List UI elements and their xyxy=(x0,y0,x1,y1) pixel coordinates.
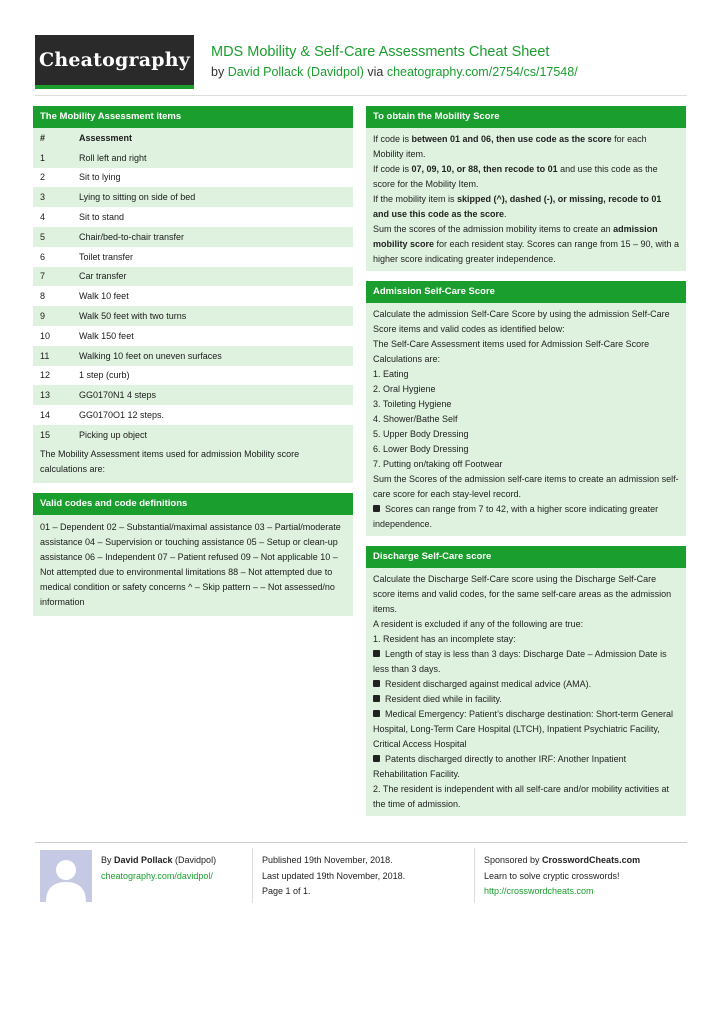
list-item: 4. Shower/Bathe Self xyxy=(373,414,458,424)
row-number: 13 xyxy=(33,385,72,405)
paragraph: The Self-Care Assessment items used for Admission Self-Care Score Calculations are: xyxy=(373,339,650,364)
mobility-items-section xyxy=(33,106,353,483)
list-item: 1. Eating xyxy=(373,369,409,379)
text: If the mobility item is xyxy=(373,194,458,204)
row-number: 15 xyxy=(33,425,72,445)
row-number: 6 xyxy=(33,247,72,267)
row-number: 11 xyxy=(33,346,72,366)
table-row xyxy=(33,346,353,366)
table-row xyxy=(33,326,353,346)
list-item: 7. Putting on/taking off Footwear xyxy=(373,459,503,469)
list-item: 01 – Dependent xyxy=(40,521,105,532)
list-item: 1. Resident has an incomplete stay: xyxy=(373,634,516,644)
bullet-square-icon xyxy=(373,755,380,762)
bullet-item xyxy=(373,677,679,692)
cheatography-logo[interactable]: Cheatography xyxy=(35,35,194,85)
updated-date: Last updated 19th November, 2018. xyxy=(262,870,406,881)
valid-codes-section xyxy=(33,493,353,617)
admission-selfcare-section xyxy=(366,281,686,536)
text: Sum the scores of the admission mobility items to create an xyxy=(373,224,614,234)
section-body xyxy=(366,568,686,816)
footer-author xyxy=(101,853,216,884)
text: If code is xyxy=(373,134,412,144)
table-row xyxy=(33,366,353,386)
row-number: 3 xyxy=(33,187,72,207)
bold-text: skipped (^), dashed (-), or missing, recode to 01 and use this code as the score xyxy=(373,194,662,219)
bullet-item xyxy=(373,647,679,677)
row-assessment: Walk 150 feet xyxy=(72,326,353,346)
bullet-item xyxy=(373,707,679,752)
paragraph: Sum the Scores of the admission self-care items to create an admission self-care score for each stay-level record. xyxy=(373,474,679,499)
bold-text: between 01 and 06, then use code as the score xyxy=(411,134,612,144)
section-body xyxy=(366,128,686,271)
via-text: via xyxy=(367,65,384,79)
row-assessment: Walk 50 feet with two turns xyxy=(72,306,353,326)
section-title: The Mobility Assessment items xyxy=(33,106,353,128)
author-handle: (Davidpol) xyxy=(172,855,217,865)
discharge-selfcare-section xyxy=(366,546,686,816)
right-column xyxy=(366,106,686,826)
bold-text: admission mobility score xyxy=(373,224,658,249)
bullet-square-icon xyxy=(373,505,380,512)
row-assessment: Roll left and right xyxy=(72,148,353,168)
footer-separator xyxy=(252,848,253,903)
table-row xyxy=(33,267,353,287)
published-date: Published 19th November, 2018. xyxy=(262,855,393,865)
bullet-item xyxy=(373,502,679,532)
sponsor-name: CrosswordCheats.com xyxy=(542,855,641,865)
row-number: 7 xyxy=(33,267,72,287)
table-header-row xyxy=(33,128,353,148)
list-item: 09 – Not applicable xyxy=(240,551,318,562)
section-body xyxy=(366,303,686,536)
paragraph: Calculate the Discharge Self-Care score using the Discharge Self-Care score items and valid codes, for the same self-care areas as the admission items. xyxy=(373,574,672,614)
row-assessment: Sit to stand xyxy=(72,207,353,227)
paragraph xyxy=(373,162,679,192)
row-number: 2 xyxy=(33,168,72,188)
table-row xyxy=(33,168,353,188)
list-item: 04 – Supervision or touching assistance xyxy=(85,536,245,547)
avatar-placeholder-icon xyxy=(40,850,92,902)
row-assessment: Car transfer xyxy=(72,267,353,287)
paragraph xyxy=(373,132,679,162)
sponsor-link[interactable]: http://crosswordcheats.com xyxy=(484,886,594,896)
paragraph: A resident is excluded if any of the following are true: xyxy=(373,619,584,629)
list-item: 2. The resident is independent with all self-care and/or mobility activities at the time of admission. xyxy=(373,784,669,809)
author-link[interactable]: David Pollack (Davidpol) xyxy=(227,65,364,79)
text: Scores can range from 7 to 42, with a higher score indicating greater independence. xyxy=(373,504,659,529)
table-row xyxy=(33,306,353,326)
section-title: To obtain the Mobility Score xyxy=(366,106,686,128)
footer-sponsor xyxy=(484,853,640,900)
list-item: 03 – Partial/moderate assistance xyxy=(40,521,341,547)
mobility-score-section xyxy=(366,106,686,271)
row-assessment: Walk 10 feet xyxy=(72,286,353,306)
list-item: 05 – Setup or clean-up assistance xyxy=(40,536,338,562)
text: for each resident stay. Scores can range from 15 – 90, with a higher score indicating greater independence. xyxy=(373,239,679,264)
text: Sponsored by xyxy=(484,855,543,865)
row-assessment: Lying to sitting on side of bed xyxy=(72,187,353,207)
footer-divider xyxy=(35,842,687,843)
row-number: 4 xyxy=(33,207,72,227)
table-row xyxy=(33,425,353,445)
list-item: 88 – Not attempted due to medical condition or safety concerns xyxy=(40,567,333,593)
text: Resident discharged against medical advice (AMA). xyxy=(385,679,592,689)
bullet-square-icon xyxy=(373,710,380,717)
table-row xyxy=(33,286,353,306)
row-number: 12 xyxy=(33,366,72,386)
left-column xyxy=(33,106,353,626)
row-assessment: Picking up object xyxy=(72,425,353,445)
byline xyxy=(211,65,578,79)
list-item: 6. Lower Body Dressing xyxy=(373,444,469,454)
footer-dates xyxy=(262,853,405,900)
list-item: 02 – Substantial/maximal assistance xyxy=(106,521,253,532)
table-row xyxy=(33,207,353,227)
author-avatar[interactable] xyxy=(40,850,92,902)
table-row xyxy=(33,227,353,247)
author-name: David Pollack xyxy=(114,855,173,865)
paragraph xyxy=(373,192,679,222)
text: If code is xyxy=(373,164,412,174)
text: Patents discharged directly to another IRF: Another Inpatient Rehabilitation Facility. xyxy=(373,754,627,779)
bullet-item xyxy=(373,752,679,782)
section-title: Admission Self-Care Score xyxy=(366,281,686,303)
row-number: 10 xyxy=(33,326,72,346)
text: for each Mobility item. xyxy=(373,134,647,159)
text: Resident died while in facility. xyxy=(385,694,502,704)
list-item: – – Not assessed/no information xyxy=(40,582,335,608)
row-assessment: Toilet transfer xyxy=(72,247,353,267)
list-item: 2. Oral Hygiene xyxy=(373,384,436,394)
list-item: 5. Upper Body Dressing xyxy=(373,429,469,439)
list-item: 06 – Independent xyxy=(85,551,156,562)
row-assessment: 1 step (curb) xyxy=(72,366,353,386)
row-number: 14 xyxy=(33,405,72,425)
text: By xyxy=(101,855,115,865)
col-header-assessment: Assessment xyxy=(72,128,353,148)
paragraph: Calculate the admission Self-Care Score by using the admission Self-Care Score items and valid codes as identified below: xyxy=(373,309,670,334)
list-item: 3. Toileting Hygiene xyxy=(373,399,452,409)
text: Length of stay is less than 3 days: Discharge Date – Admission Date is less than 3 days. xyxy=(373,649,667,674)
bullet-square-icon xyxy=(373,650,380,657)
section-title: Discharge Self-Care score xyxy=(366,546,686,568)
col-header-number: # xyxy=(33,128,72,148)
row-assessment: GG0170N1 4 steps xyxy=(72,385,353,405)
paragraph xyxy=(373,222,679,267)
list-item: 07 – Patient refused xyxy=(157,551,239,562)
sheet-url-link[interactable]: cheatography.com/2754/cs/17548/ xyxy=(386,65,578,79)
row-assessment: Sit to lying xyxy=(72,168,353,188)
table-row xyxy=(33,148,353,168)
header-divider xyxy=(35,95,687,96)
bullet-square-icon xyxy=(373,680,380,687)
sponsor-tagline: Learn to solve cryptic crosswords! xyxy=(484,870,620,881)
by-prefix: by xyxy=(211,65,225,79)
row-number: 1 xyxy=(33,148,72,168)
page-title: MDS Mobility & Self-Care Assessments Cheat Sheet xyxy=(211,44,550,60)
text: Medical Emergency: Patient’s discharge destination: Short-term General Hospital, Long-Term Care Hospital (LTCH), Inpatient Psychiatric Facility, Critical Access Hospital xyxy=(373,709,673,749)
sponsor-line xyxy=(484,853,640,869)
table-footnote: The Mobility Assessment items used for admission Mobility score calculations are: xyxy=(33,445,353,483)
row-number: 8 xyxy=(33,286,72,306)
table-row xyxy=(33,385,353,405)
section-title: Valid codes and code definitions xyxy=(33,493,353,515)
list-item: ^ – Skip pattern xyxy=(188,582,251,593)
bold-text: 07, 09, 10, or 88, then recode to 01 xyxy=(411,164,558,174)
list-item: 10 – Not attempted due to environmental limitations xyxy=(40,551,338,578)
row-assessment: Walking 10 feet on uneven surfaces xyxy=(72,346,353,366)
table-row xyxy=(33,247,353,267)
row-assessment: GG0170O1 12 steps. xyxy=(72,405,353,425)
table-row xyxy=(33,187,353,207)
codes-list xyxy=(33,515,353,617)
bullet-square-icon xyxy=(373,695,380,702)
table-row xyxy=(33,405,353,425)
mobility-items-table xyxy=(33,128,353,445)
row-assessment: Chair/bed-to-chair transfer xyxy=(72,227,353,247)
bullet-item xyxy=(373,692,679,707)
footer-separator xyxy=(474,848,475,903)
author-profile-link[interactable]: cheatography.com/davidpol/ xyxy=(101,870,213,881)
text: and use this code as the score for the Mobility Item. xyxy=(373,164,658,189)
page-count: Page 1 of 1. xyxy=(262,886,311,896)
text: . xyxy=(504,209,507,219)
row-number: 9 xyxy=(33,306,72,326)
footer-author-line xyxy=(101,853,216,869)
row-number: 5 xyxy=(33,227,72,247)
